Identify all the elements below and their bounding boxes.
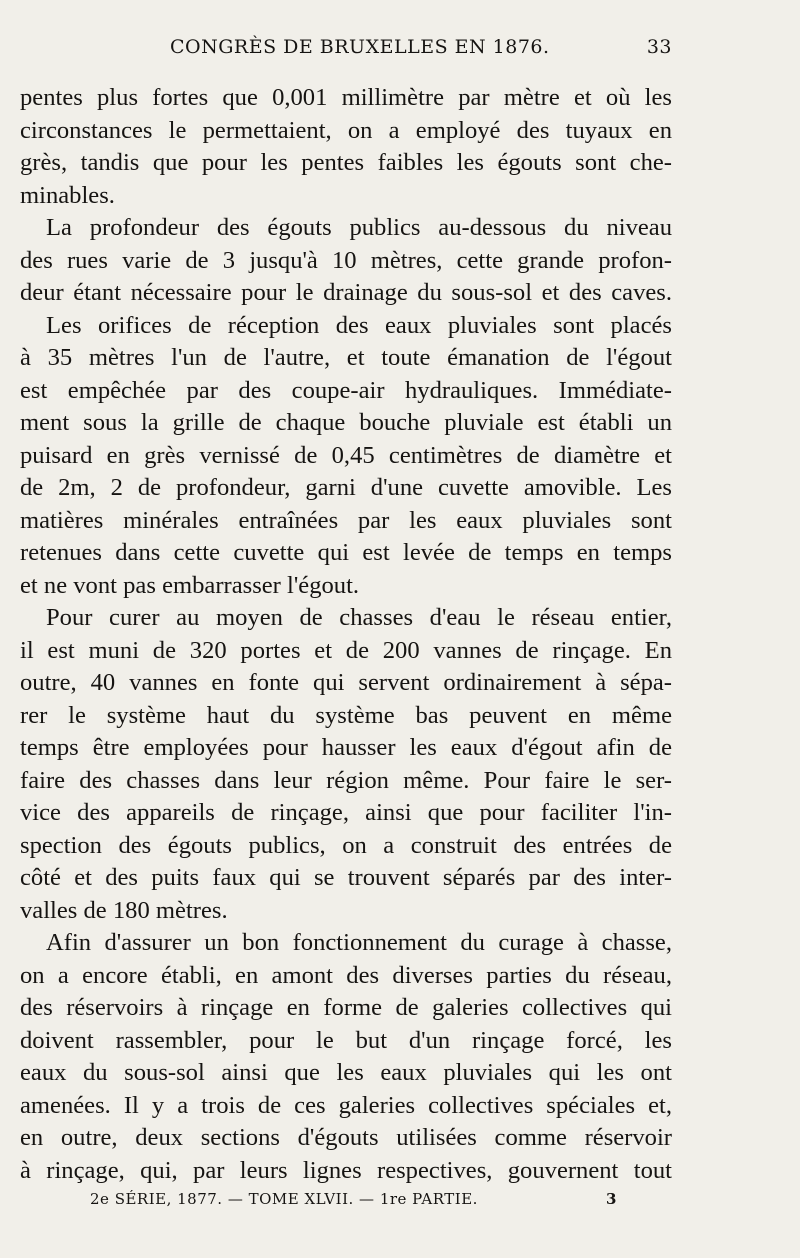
text-line: est empêchée par des coupe-air hydrauliques. Immédiate- xyxy=(20,376,672,404)
text-line: à rinçage, qui, par leurs lignes respectives, gouvernent tout xyxy=(20,1156,672,1184)
text-line: Pour curer au moyen de chasses d'eau le réseau entier, xyxy=(46,604,672,631)
text-line: en outre, deux sections d'égouts utilisées comme réservoir xyxy=(20,1124,672,1151)
series-line: 2e SÉRIE, 1877. — TOME XLVII. — 1re PARTIE. xyxy=(90,1190,478,1208)
text-line: il est muni de 320 portes et de 200 vannes de rinçage. En xyxy=(20,636,672,664)
text-line: puisard en grès vernissé de 0,45 centimètres de diamètre et xyxy=(20,441,672,469)
text-line: Les orifices de réception des eaux pluviales sont placés xyxy=(46,311,672,339)
text-line: doivent rassembler, pour le but d'un rinçage forcé, les xyxy=(20,1026,672,1054)
running-title: CONGRÈS DE BRUXELLES EN 1876. xyxy=(170,36,550,58)
text-line: grès, tandis que pour les pentes faibles les égouts sont che- xyxy=(20,149,672,176)
text-line: spection des égouts publics, on a construit des entrées de xyxy=(20,831,672,859)
text-line: vice des appareils de rinçage, ainsi que pour faciliter l'in- xyxy=(20,799,672,826)
text-line: faire des chasses dans leur région même. Pour faire le ser- xyxy=(20,766,672,794)
text-line: minables. xyxy=(20,181,115,209)
text-line: retenues dans cette cuvette qui est levée de temps en temps xyxy=(20,539,672,566)
text-line: deur étant nécessaire pour le drainage du sous-sol et des caves. xyxy=(20,279,672,306)
text-line: on a encore établi, en amont des diverses parties du réseau, xyxy=(20,961,672,989)
text-line: La profondeur des égouts publics au-dessous du niveau xyxy=(46,214,672,241)
text-line: circonstances le permettaient, on a employé des tuyaux en xyxy=(20,116,672,144)
text-line: rer le système haut du système bas peuvent en même xyxy=(20,701,672,729)
text-line: Afin d'assurer un bon fonctionnement du curage à chasse, xyxy=(46,929,672,956)
text-line: pentes plus fortes que 0,001 millimètre par mètre et où les xyxy=(20,84,672,111)
text-line: des rues varie de 3 jusqu'à 10 mètres, cette grande profon- xyxy=(20,246,672,274)
text-line: eaux du sous-sol ainsi que les eaux pluviales qui les ont xyxy=(20,1059,672,1086)
text-line: des réservoirs à rinçage en forme de galeries collectives qui xyxy=(20,994,672,1021)
text-line: de 2m, 2 de profondeur, garni d'une cuvette amovible. Les xyxy=(20,474,672,501)
text-line: matières minérales entraînées par les eaux pluviales sont xyxy=(20,506,672,534)
signature-mark: 3 xyxy=(606,1190,617,1208)
text-line: amenées. Il y a trois de ces galeries collectives spéciales et, xyxy=(20,1091,672,1119)
text-line: côté et des puits faux qui se trouvent séparés par des inter- xyxy=(20,864,672,891)
text-line: à 35 mètres l'un de l'autre, et toute émanation de l'égout xyxy=(20,344,672,371)
page-number: 33 xyxy=(646,36,672,58)
text-line: ment sous la grille de chaque bouche pluviale est établi un xyxy=(20,409,672,436)
text-line: temps être employées pour hausser les eaux d'égout afin de xyxy=(20,734,672,761)
text-line: outre, 40 vannes en fonte qui servent ordinairement à sépa- xyxy=(20,669,672,696)
text-line: valles de 180 mètres. xyxy=(20,896,228,924)
text-line: et ne vont pas embarrasser l'égout. xyxy=(20,571,360,599)
body-text xyxy=(20,82,672,1187)
